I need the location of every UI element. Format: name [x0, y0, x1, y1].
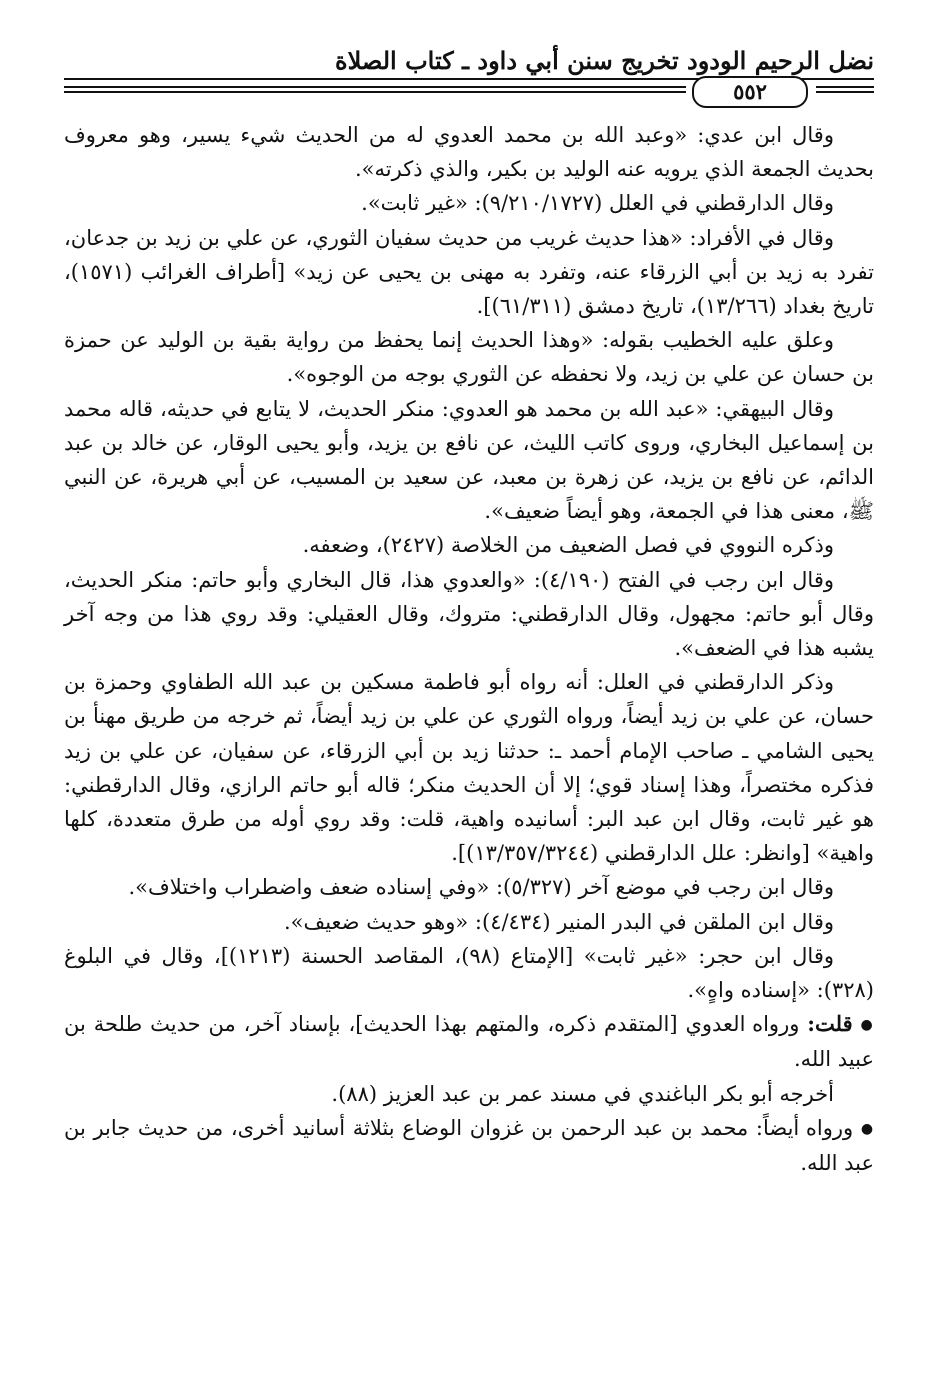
- paragraph-text: وقال ابن عدي: «وعبد الله بن محمد العدوي له من الحديث شيء يسير، وهو معروف بحديث الجمعة الذي يرويه عنه الوليد بن بكير، والذي ذكرته».: [64, 123, 874, 182]
- paragraph-text: وقال ابن رجب في موضع آخر (٥/٣٢٧): «وفي إسناده ضعف واضطراب واختلاف».: [128, 875, 834, 900]
- page-number-badge: ٥٥٢: [692, 76, 808, 108]
- paragraph: [64, 186, 874, 220]
- paragraph-text: وقال ابن الملقن في البدر المنير (٤/٤٣٤): «وهو حديث ضعيف».: [283, 909, 834, 934]
- paragraph-note: [64, 1111, 874, 1180]
- paragraph-text: وذكره النووي في فصل الضعيف من الخلاصة (٢٤٢٧)، وضعفه.: [302, 533, 834, 558]
- bullet-icon: ●: [860, 1120, 874, 1137]
- paragraph-text: وعلق عليه الخطيب بقوله: «وهذا الحديث إنما يحفظ من رواية بقية بن الوليد عن حمزة بن حسان عن علي بن زيد، ولا نحفظه عن الثوري بوجه من الوجوه».: [64, 328, 874, 387]
- paragraph-text: وذكر الدارقطني في العلل: أنه رواه أبو فاطمة مسكين بن عبد الله الطفاوي وحمزة بن حسان، عن علي بن زيد أيضاً، ورواه الثوري عن علي بن زيد أيضاً، ثم خرجه من طريق مهنأ بن يحيى الشامي ـ صاحب الإمام أحمد ـ: حدثنا زيد بن أبي الزرقاء، عن سفيان، عن علي بن زيد فذكره مختصراً، وهذا إسناد قوي؛ إلا أن الحديث منكر؛ قاله أبو حاتم الرازي، وقال الدارقطني: هو غير ثابت، وقال ابن عبد البر: أسانيده واهية، قلت: وقد روي أوله من طرق متعددة، كلها واهية» [وانظر: علل الدارقطني (١٣/٣٥٧/٣٢٤٤)].: [64, 670, 874, 866]
- paragraph: [64, 870, 874, 904]
- paragraph-text: وقال الدارقطني في العلل (٩/٢١٠/١٧٢٧): «غير ثابت».: [361, 191, 834, 216]
- header-double-rule-right: [816, 86, 874, 93]
- paragraph: [64, 221, 874, 324]
- paragraph: [64, 323, 874, 391]
- page-header: [64, 40, 874, 110]
- paragraph: [64, 905, 874, 939]
- paragraph: [64, 528, 874, 562]
- paragraph-text: ورواه أيضاً: محمد بن عبد الرحمن بن غزوان الوضاع بثلاثة أسانيد أخرى، من حديث جابر بن عبد الله.: [64, 1115, 874, 1176]
- running-title: نضل الرحيم الودود تخريج سنن أبي داود ـ كتاب الصلاة: [335, 46, 874, 75]
- paragraph: [64, 939, 874, 1007]
- header-double-rule-left: [64, 86, 686, 93]
- paragraph-note: [64, 1007, 874, 1076]
- paragraph-text: وقال ابن رجب في الفتح (٤/١٩٠): «والعدوي هذا، قال البخاري وأبو حاتم: منكر الحديث، وقال أبو حاتم: مجهول، وقال الدارقطني: متروك، وقال العقيلي: وقد روي هذا من وجه آخر يشبه هذا في الضعف».: [64, 567, 874, 661]
- paragraph: [64, 1077, 874, 1111]
- page-body: [64, 118, 874, 1180]
- paragraph: [64, 665, 874, 870]
- paragraph: [64, 392, 874, 529]
- paragraph-text: أخرجه أبو بكر الباغندي في مسند عمر بن عبد العزيز (٨٨).: [331, 1081, 834, 1106]
- paragraph-text: ورواه العدوي [المتقدم ذكره، والمتهم بهذا الحديث]، بإسناد آخر، من حديث طلحة بن عبيد الله.: [64, 1012, 874, 1072]
- paragraph: [64, 118, 874, 186]
- paragraph-text: وقال في الأفراد: «هذا حديث غريب من حديث سفيان الثوري، عن علي بن زيد بن جدعان، تفرد به زيد بن أبي الزرقاء عنه، وتفرد به مهنى بن يحيى عن زيد» [أطراف الغرائب (١٥٧١)، تاريخ بغداد (١٣/٢٦٦)، تاريخ دمشق (٦١/٣١١)].: [64, 225, 874, 319]
- note-lead: قلت:: [807, 1011, 853, 1037]
- bullet-icon: ●: [860, 1017, 874, 1034]
- paragraph-text: وقال ابن حجر: «غير ثابت» [الإمتاع (٩٨)، المقاصد الحسنة (١٢١٣)]، وقال في البلوغ (٣٢٨): «إسناده واهٍ».: [64, 943, 874, 1003]
- paragraph-text: وقال البيهقي: «عبد الله بن محمد هو العدوي: منكر الحديث، لا يتابع في حديثه، قاله محمد بن إسماعيل البخاري، وروى كاتب الليث، عن نافع بن يزيد، وأبو يحيى الوقار، عن خالد بن عبد الدائم، عن نافع بن يزيد، عن زهرة بن معبد، عن سعيد بن المسيب، عن أبي هريرة، عن النبي ﷺ، معنى هذا في الجمعة، وهو أيضاً ضعيف».: [64, 396, 874, 524]
- paragraph: [64, 563, 874, 666]
